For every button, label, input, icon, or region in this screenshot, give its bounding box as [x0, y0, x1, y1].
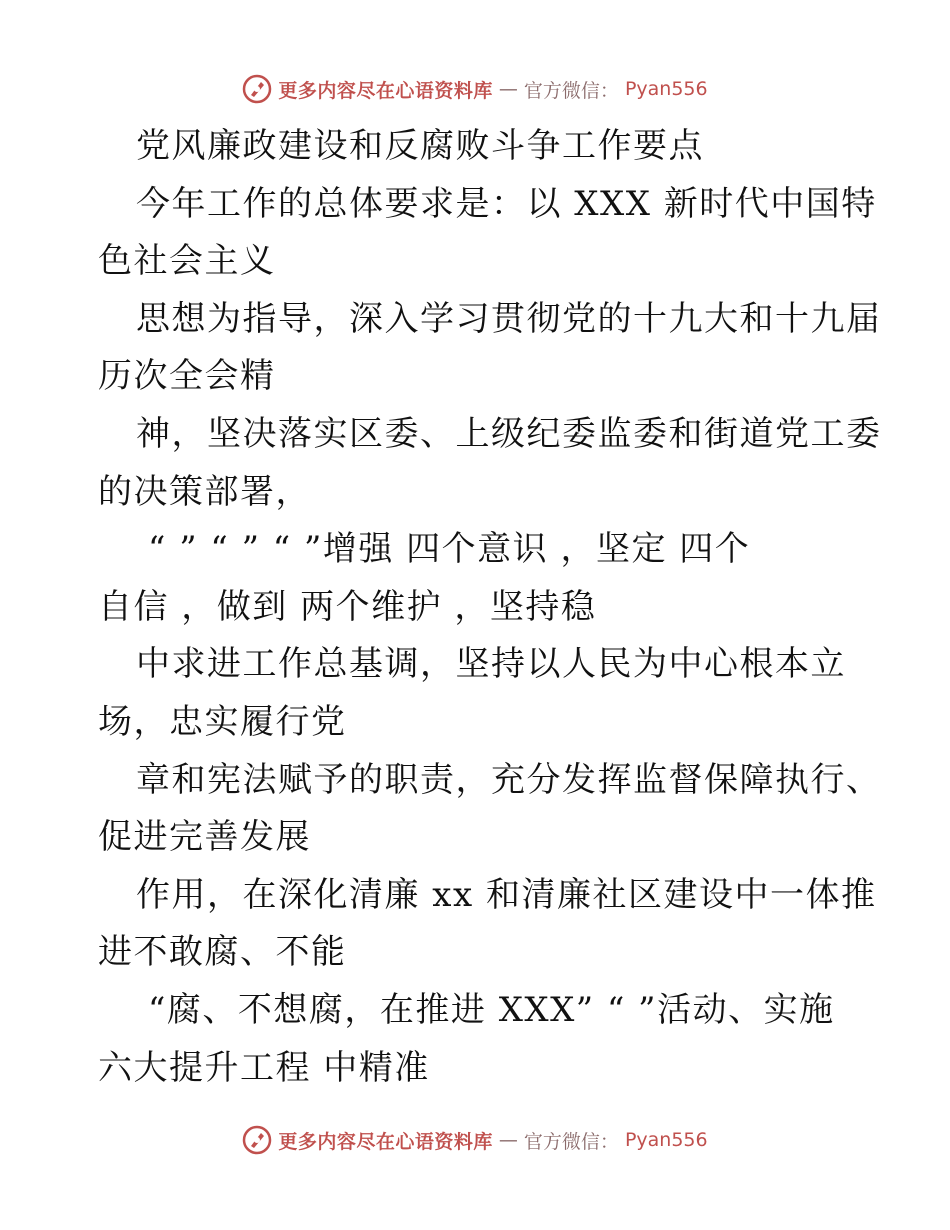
- paragraph-line: 的决策部署，: [98, 471, 311, 512]
- document-title: 党风廉政建设和反腐败斗争工作要点: [136, 126, 704, 166]
- quill-circle-logo-icon: [242, 1125, 272, 1155]
- paragraph-line: 思想为指导，深入学习贯彻党的十九大和十九届: [136, 298, 882, 339]
- paragraph-line: 六大提升工程 中精准: [98, 1047, 430, 1088]
- watermark-contact-id: Pyan556: [624, 1129, 708, 1151]
- paragraph-line: “ ” “ ” “ ”增强 四个意识 ，坚定 四个: [148, 529, 751, 570]
- header-watermark: [0, 74, 950, 104]
- paragraph-line: 章和宪法赋予的职责，充分发挥监督保障执行、: [136, 759, 882, 800]
- paragraph-line: 神，坚决落实区委、上级纪委监委和街道党工委: [136, 413, 882, 454]
- paragraph-line: 场，忠实履行党: [98, 701, 347, 742]
- paragraph-line: 中求进工作总基调，坚持以人民为中心根本立: [136, 644, 846, 685]
- document-body: [98, 118, 882, 1097]
- paragraph-line: 进不敢腐、不能: [98, 932, 347, 973]
- watermark-contact-label: 官方微信：: [523, 79, 619, 102]
- paragraph-line: 历次全会精: [98, 356, 276, 397]
- watermark-contact-id: Pyan556: [624, 78, 708, 100]
- paragraph-line: 色社会主义: [98, 241, 276, 282]
- paragraph-line: 促进完善发展: [98, 817, 311, 858]
- quill-circle-logo-icon: [242, 74, 272, 104]
- paragraph-line: “腐、不想腐，在推进 XXX” “ ”活动、实施: [148, 989, 835, 1030]
- watermark-contact-label: 官方微信：: [523, 1130, 619, 1153]
- paragraph-line: 作用，在深化清廉 xx 和清廉社区建设中一体推: [136, 874, 877, 915]
- watermark-separator: —: [498, 1129, 518, 1151]
- paragraph-line: 今年工作的总体要求是：以 XXX 新时代中国特: [136, 183, 877, 224]
- watermark-brand: 更多内容尽在心语资料库: [278, 79, 493, 102]
- paragraph-line: 自信 ，做到 两个维护 ，坚持稳: [98, 586, 597, 627]
- footer-watermark: [0, 1125, 950, 1155]
- watermark-brand: 更多内容尽在心语资料库: [278, 1130, 493, 1153]
- watermark-separator: —: [498, 78, 518, 100]
